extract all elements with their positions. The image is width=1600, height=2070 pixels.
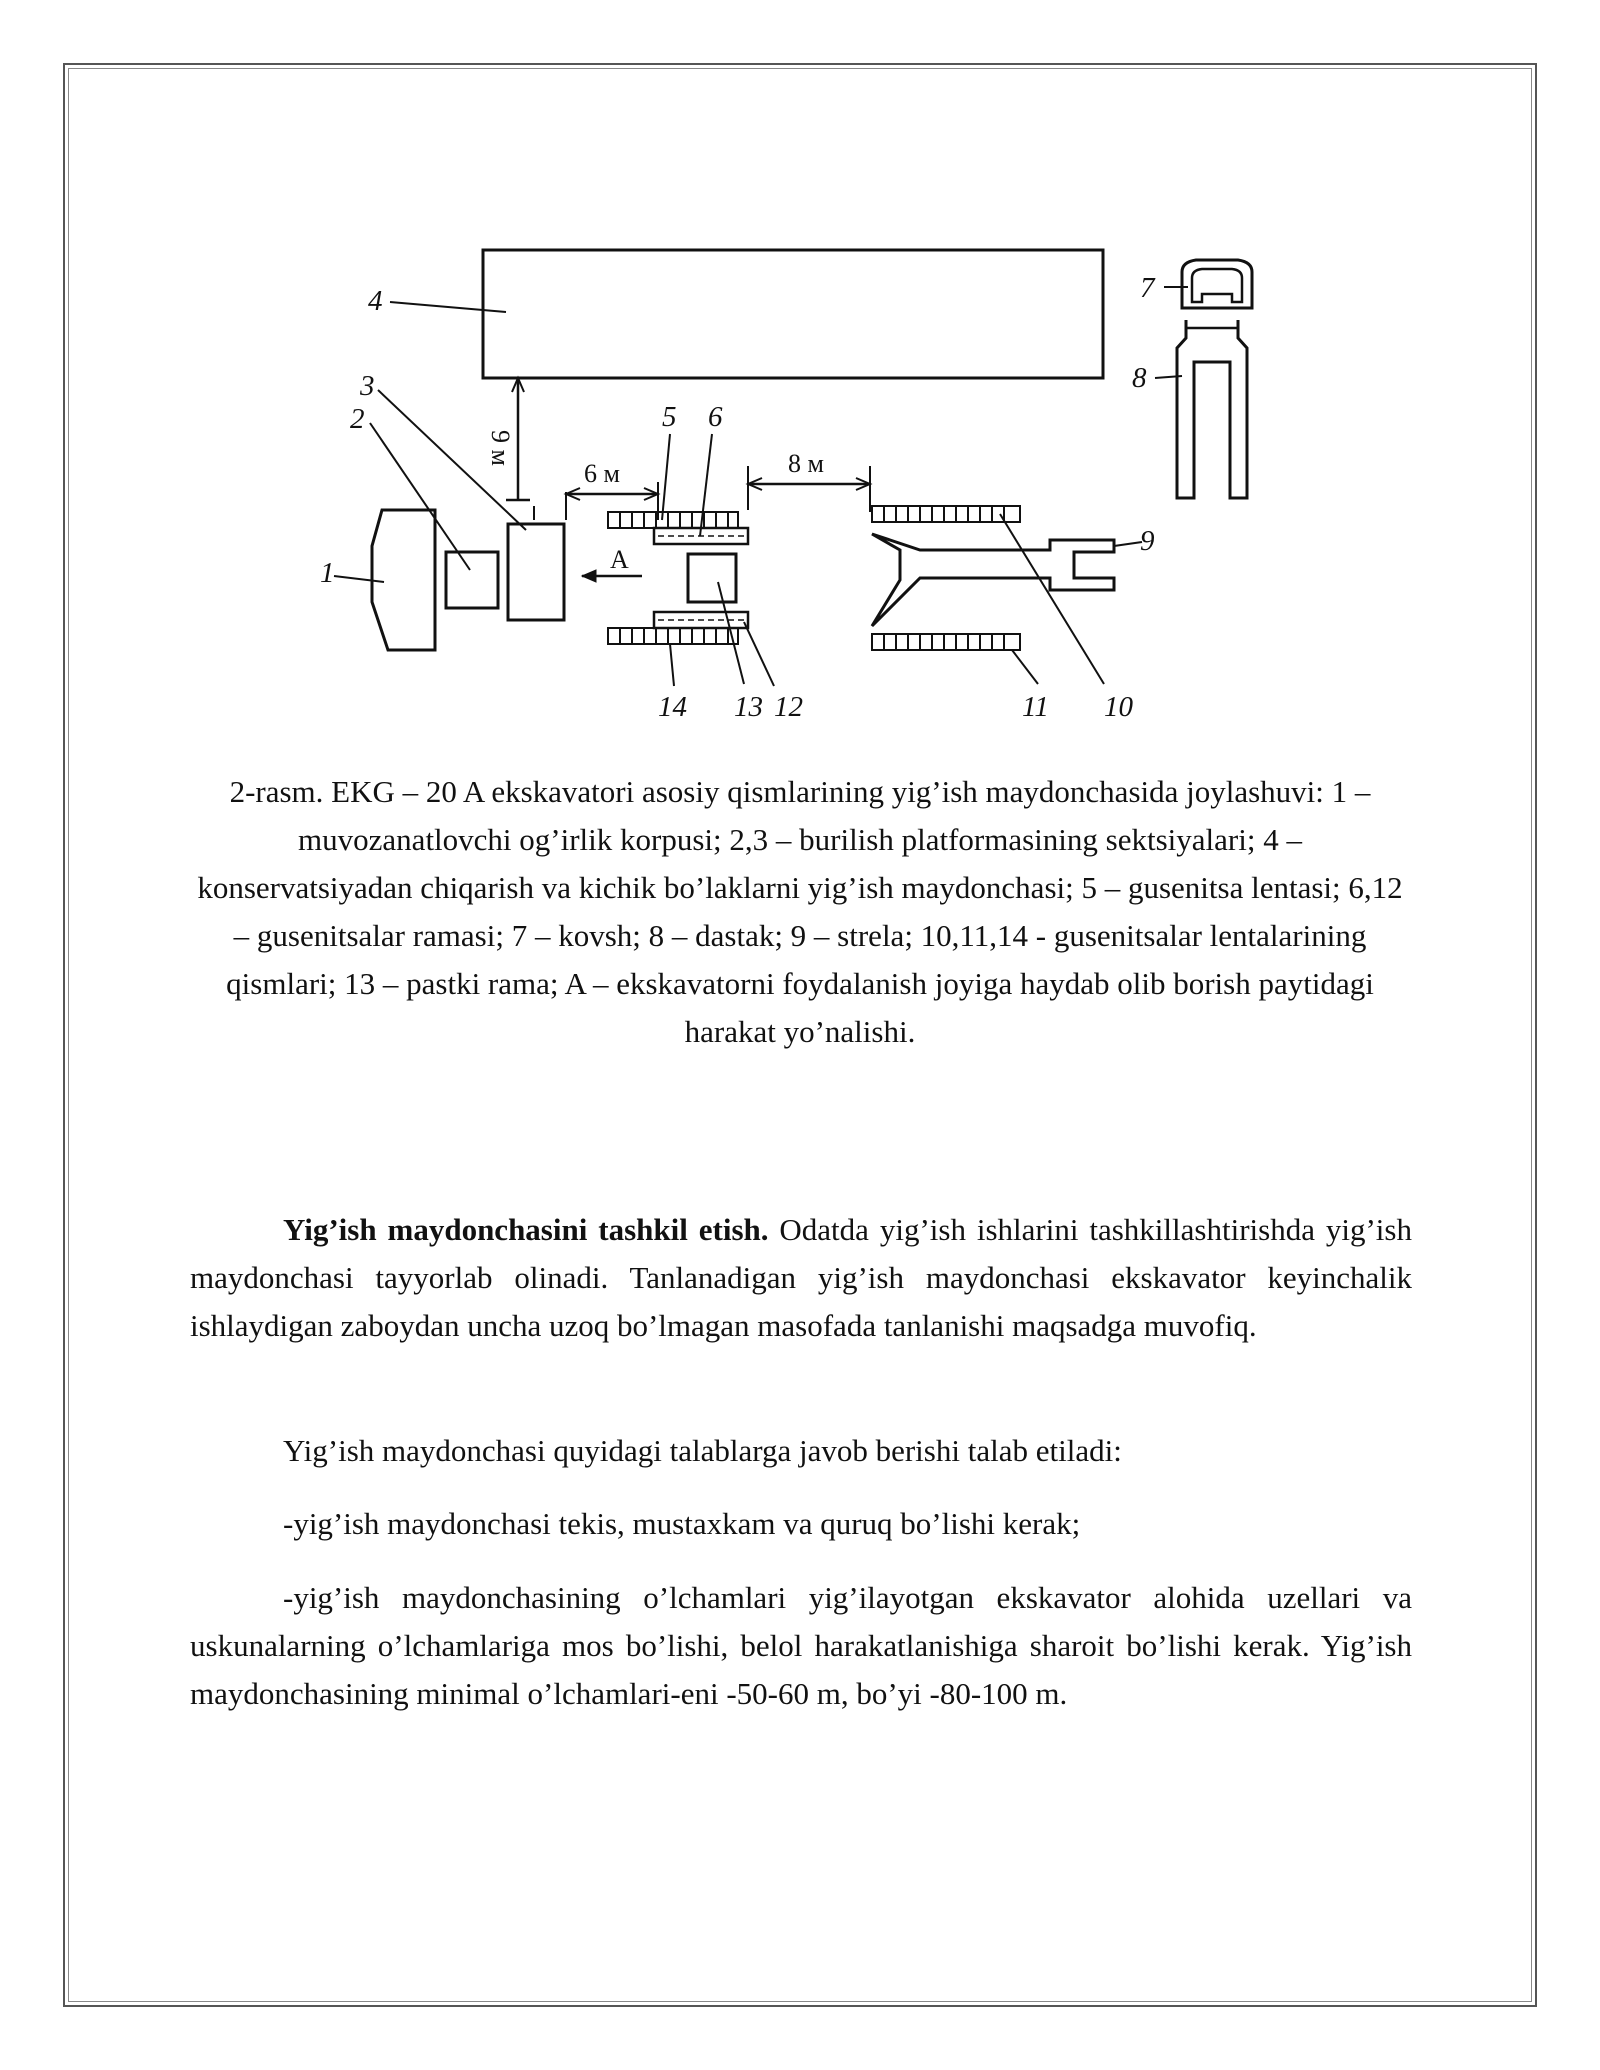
- assembly-area-rect: [483, 250, 1103, 378]
- leader-6: [700, 434, 712, 536]
- label-6: 6: [708, 401, 723, 433]
- lower-frame-13: [688, 554, 736, 602]
- leader-12: [744, 622, 774, 686]
- platform-section-2: [446, 552, 498, 608]
- label-2: 2: [350, 403, 365, 435]
- paragraph-1-text: Odatda yig’ish ishlarini tashkillashtirishda yig’ish maydonchasi tayyorlab olinadi. Tanlanadigan yig’ish maydonchasi ekskavator keyinchalik ishlaydigan zaboydan uncha uzoq bo’lmagan masofada tanlanishi maqsadga muvofiq.: [190, 1212, 1412, 1343]
- platform-section-3: [508, 524, 564, 620]
- assembly-layout-figure: [320, 230, 1280, 730]
- leader-5: [662, 434, 670, 520]
- leader-9: [1114, 542, 1142, 546]
- boom-9: [872, 534, 1114, 626]
- direction-label: A: [610, 545, 629, 574]
- leader-1: [334, 576, 384, 582]
- label-10: 10: [1104, 691, 1133, 723]
- dim-8m-text: 8 м: [788, 449, 824, 478]
- layout-drawing: [320, 230, 1280, 730]
- dim-6m-text: 6 м: [584, 459, 620, 488]
- paragraph-3: -yig’ish maydonchasi tekis, mustaxkam va quruq bo’lishi kerak;: [283, 1506, 1081, 1541]
- paragraph-4: -yig’ish maydonchasining o’lchamlari yig’ilayotgan ekskavator alohida uzellari va uskunalarning o’lchamlariga mos bo’lishi, belol harakatlanishiga sharoit bo’lishi kerak. Yig’ish maydonchasining minimal o’lchamlari-eni -50-60 m, bo’yi -80-100 m.: [190, 1580, 1412, 1711]
- direction-arrow-head: [582, 570, 596, 582]
- bucket-inner: [1192, 269, 1242, 302]
- label-13: 13: [734, 691, 763, 723]
- label-12: 12: [774, 691, 803, 723]
- leader-13: [718, 582, 744, 684]
- paragraph-1: [190, 1206, 1412, 1350]
- label-5: 5: [662, 401, 677, 433]
- label-11: 11: [1022, 691, 1049, 723]
- label-7: 7: [1140, 272, 1155, 304]
- paragraph-2: Yig’ish maydonchasi quyidagi talablarga javob berishi talab etiladi:: [283, 1433, 1122, 1468]
- track-belt-10: [872, 506, 1020, 522]
- figure-caption: 2-rasm. EKG – 20 A ekskavatori asosiy qismlarining yig’ish maydonchasida joylashuvi: 1 – muvozanatlovchi og’irlik korpusi; 2,3 – burilish platformasining sektsiyalari; 4 – konservatsiyadan chiqarish va kichik bo’laklarni yig’ish maydonchasi; 5 – gusenitsa lentasi; 6,12 – gusenitsalar ramasi; 7 – kovsh; 8 – dastak; 9 – strela; 10,11,14 - gusenitsalar lentalarining qismlari; 13 – pastki rama; A – ekskavatorni foydalanish joyiga haydab olib borish paytidagi harakat yo’nalishi.: [197, 774, 1403, 1049]
- dipper-handle: [1177, 320, 1247, 498]
- label-9: 9: [1140, 525, 1155, 557]
- leader-2: [370, 423, 470, 570]
- track-belt-upper-mid: [608, 512, 738, 528]
- dim-9m-text: 9 м: [486, 430, 515, 466]
- leader-14: [670, 644, 674, 686]
- label-1: 1: [320, 557, 335, 589]
- label-3: 3: [360, 370, 375, 402]
- section-heading: Yig’ish maydonchasini tashkil etish.: [283, 1212, 769, 1247]
- label-14: 14: [658, 691, 687, 723]
- track-belt-11: [872, 634, 1020, 650]
- label-8: 8: [1132, 362, 1147, 394]
- counterweight-body: [372, 510, 435, 650]
- label-4: 4: [368, 285, 383, 317]
- leader-4: [390, 302, 506, 312]
- track-belt-lower-mid: [608, 628, 738, 644]
- leader-11: [1012, 650, 1038, 684]
